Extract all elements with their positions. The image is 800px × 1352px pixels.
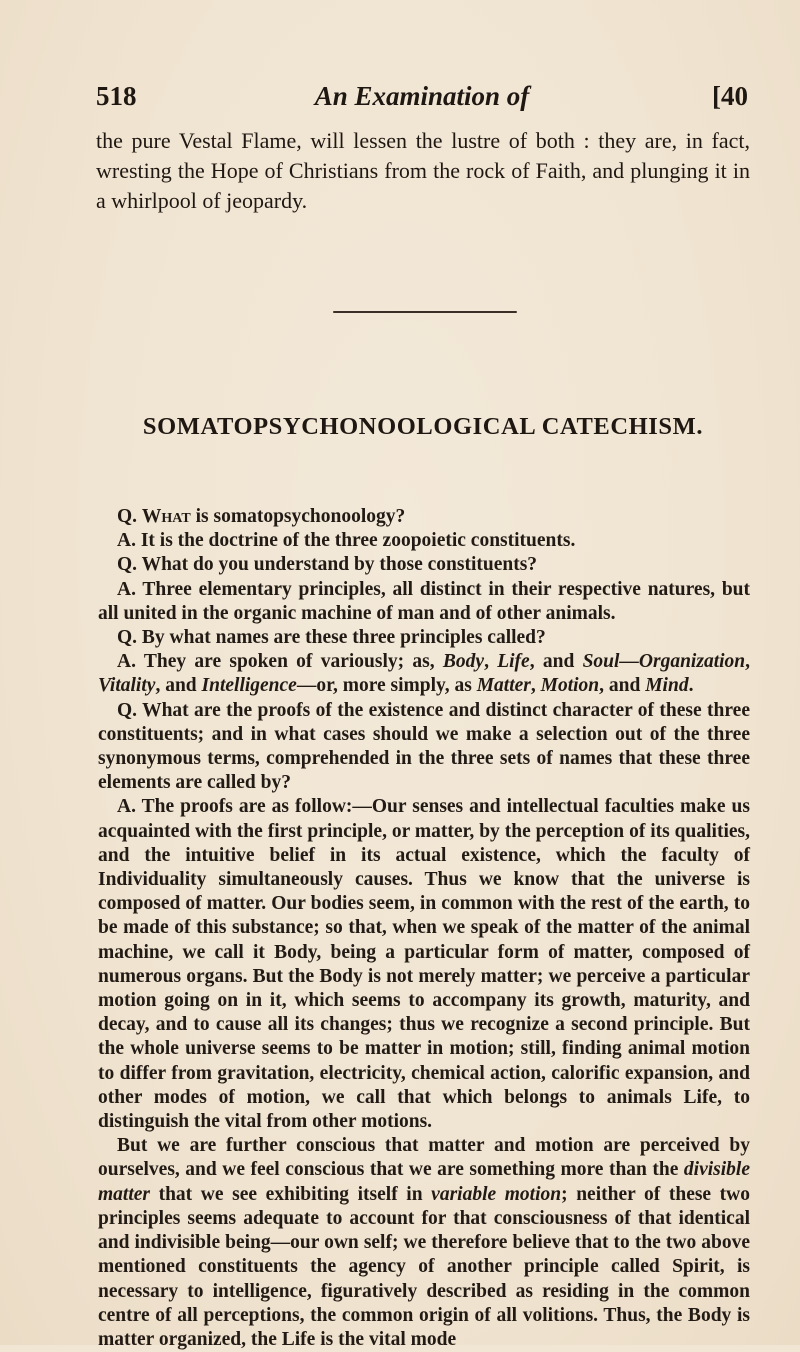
question-1 — [98, 505, 750, 529]
text: that we see exhibiting itself in — [150, 1183, 432, 1205]
running-head — [96, 76, 748, 116]
text: But we are further conscious that matter and motion are perceived by ourselves, and we feel conscious that we are something more than the — [98, 1135, 750, 1181]
question-4: Q. What are the proofs of the existence and distinct character of these three constituents; and in what cases should we make a selection out of the three synonymous terms, comprehended in the three sets of names that these three elements are called by? — [98, 699, 750, 794]
italic-term: Body — [442, 651, 485, 673]
question-2: Q. What do you understand by those constituents? — [117, 554, 538, 576]
running-title: An Examination of — [314, 81, 530, 111]
answer-1: A. It is the doctrine of the three zoopoietic constituents. — [117, 530, 576, 552]
q-prefix: Q. — [117, 506, 142, 527]
italic-term: Life — [497, 651, 530, 673]
paragraph-5 — [98, 1134, 750, 1352]
question-3: Q. By what names are these three principles called? — [117, 627, 546, 649]
answer-3 — [98, 650, 750, 698]
italic-term: divisible matter — [98, 1159, 750, 1205]
section-divider — [333, 311, 517, 313]
answer-4: A. The proofs are as follow:—Our senses and intellectual faculties make us acquainted with the first principle, or matter, by the perception of its qualities, and the intuitive belief in its actual existence, which the faculty of Individuality simultaneously causes. Thus we know that the universe is composed of matter. Our bodies seem, in common with the rest of the earth, to be made of this substance; so that, when we speak of the matter of the animal machine, we call it Body, being a particular form of matter, composed of numerous organs. But the Body is not merely matter; we perceive a particular motion going on in it, which seems to accompany its growth, maturity, and decay, and to cause all its changes; thus we recognize a second principle. But the whole universe seems to be matter in motion; still, finding animal motion to differ from gravitation, electricity, chemical action, calorific expansion, and other modes of motion, we call that which belongs to animals Life, to distinguish the vital from other motions. — [98, 796, 750, 1133]
text: , and — [529, 651, 583, 673]
italic-term: Soul—Organization — [582, 651, 746, 673]
italic-term: Vitality — [98, 675, 156, 697]
catechism-body — [98, 505, 750, 1352]
text: , — [530, 675, 541, 697]
italic-term: Mind — [645, 675, 689, 697]
text: , and — [155, 675, 202, 697]
intro-paragraph: the pure Vestal Flame, will lessen the lustre of both : they are, in fact, wresting the Hope of Christians from the rock of Faith, and plunging it in a whirlpool of jeopardy. — [96, 128, 750, 213]
text: . — [688, 675, 694, 697]
q-text: is somatopsychonoology? — [190, 506, 406, 527]
page-number: 518 — [96, 81, 137, 111]
italic-term: Intelligence — [201, 675, 297, 697]
text: A. They are spoken of variously; as, — [117, 651, 443, 673]
italic-term: variable motion — [431, 1183, 562, 1205]
text: , — [484, 651, 498, 673]
italic-term: Motion — [540, 675, 600, 697]
chapter-marker: [40 — [712, 81, 748, 111]
text: , — [745, 651, 750, 673]
answer-2: A. Three elementary principles, all distinct in their respective natures, but all united in the organic machine of man and of other animals. — [98, 578, 750, 624]
section-heading: SOMATOPSYCHONOOLOGICAL CATECHISM. — [142, 413, 704, 440]
small-caps-lead: What — [141, 506, 191, 527]
italic-term: Matter — [476, 675, 531, 697]
text: —or, more simply, as — [296, 675, 477, 697]
text: , and — [599, 675, 646, 697]
text: ; neither of these two principles seems adequate to account for that consciousness of that identical and indivisible being—our own self; we therefore believe that to the two above mentioned constituents the agency of another principle called Spirit, is necessary to intelligence, figuratively described as residing in the common centre of all perceptions, the common origin of all volitions. Thus, the Body is matter organized, the Life is the vital mode — [98, 1183, 751, 1350]
